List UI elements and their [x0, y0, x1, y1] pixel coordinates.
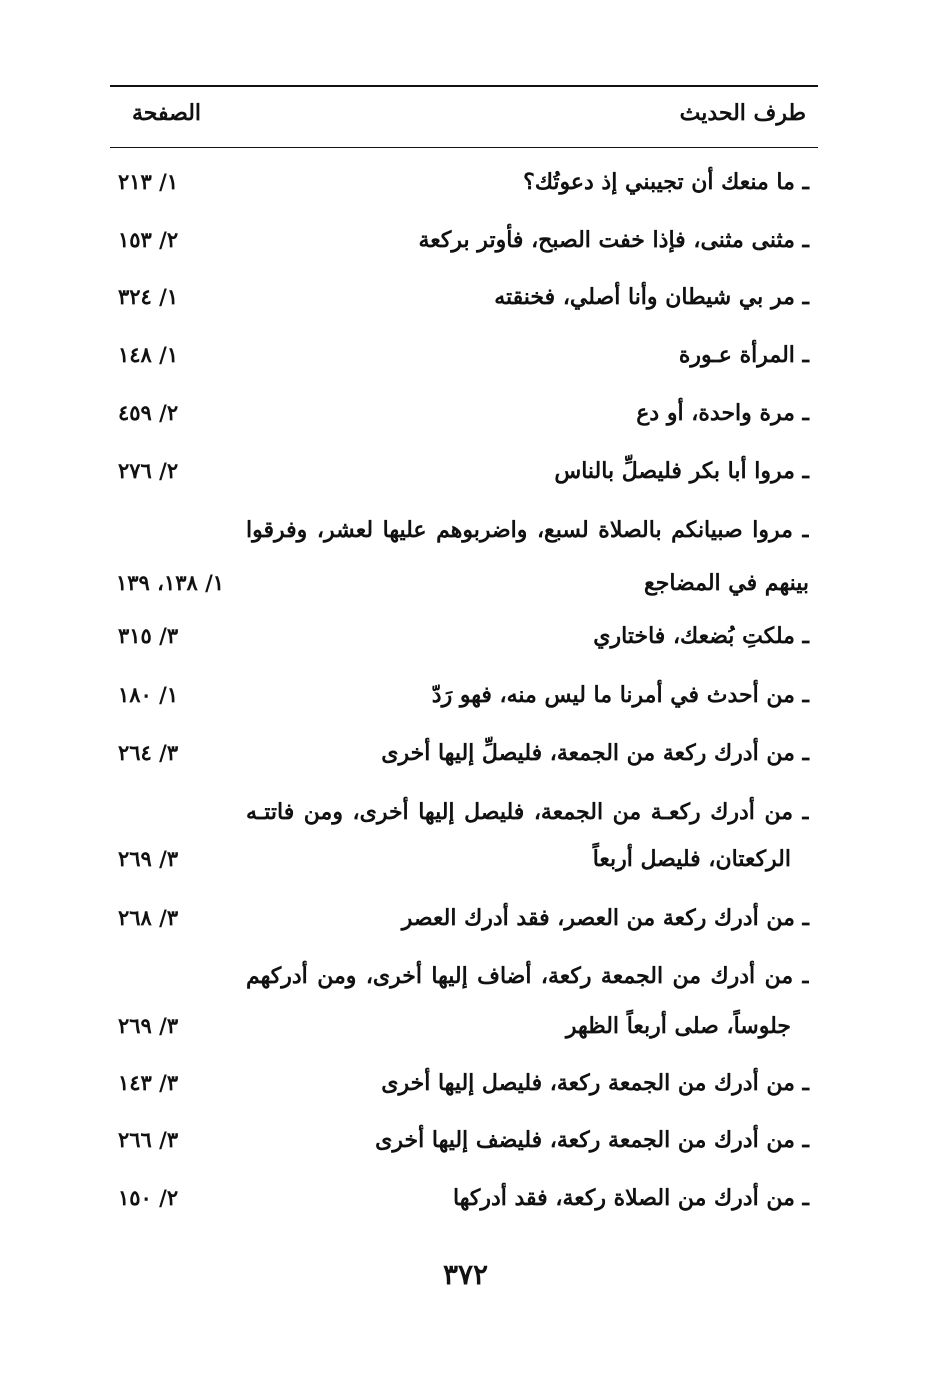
hadith-text: ـ من أحدث في أمرنا ما ليس منه، فهو رَدّ: [431, 682, 809, 708]
hadith-text: ـ مثنى مثنى، فإذا خفت الصبح، فأوتر بركعة: [418, 227, 809, 253]
column-header-page: الصفحة: [132, 100, 202, 126]
page-reference: ١/ ١٣٨، ١٣٩: [116, 570, 225, 595]
hadith-text: ـ مر بي شيطان وأنا أصلي، فخنقته: [494, 284, 809, 310]
page-reference: ٢/ ١٥٣: [118, 227, 179, 252]
page-reference: ١/ ١٤٨: [118, 342, 179, 367]
page-reference: ٣/ ٢٦٦: [118, 1127, 179, 1152]
hadith-text: ـ ما منعك أن تجيبني إذ دعوتُك؟: [523, 169, 809, 195]
page-reference: ١/ ١٨٠: [118, 682, 179, 707]
hadith-text: ـ مروا صبيانكم بالصلاة لسبع، واضربوهم عليها لعشر، وفرقوا: [246, 517, 809, 543]
hadith-text: ـ من أدرك من الجمعة ركعة، أضاف إليها أخرى، ومن أدركهم: [246, 963, 809, 989]
page-reference: ١/ ٣٢٤: [118, 284, 179, 309]
hadith-text: ـ من أدرك من الصلاة ركعة، فقد أدركها: [453, 1185, 809, 1211]
page-reference: ٣/ ٢٦٩: [118, 1013, 179, 1038]
hadith-text: ـ ملكتِ بُضعك، فاختاري: [593, 623, 809, 649]
hadith-text-continuation: بينهم في المضاجع: [644, 570, 809, 596]
hadith-text: ـ مرة واحدة، أو دع: [636, 400, 809, 426]
hadith-text: ـ من أدرك ركعة من العصر، فقد أدرك العصر: [401, 905, 809, 931]
hadith-text: ـ مروا أبا بكر فليصلِّ بالناس: [554, 458, 809, 484]
page-number: ٣٧٢: [442, 1258, 489, 1291]
header-rule: [110, 147, 818, 148]
hadith-text: ـ من أدرك من الجمعة ركعة، فليصل إليها أخرى: [381, 1070, 809, 1096]
page-reference: ٣/ ٢٦٤: [118, 740, 179, 765]
hadith-text-continuation: الركعتان، فليصل أربعاً: [592, 846, 791, 872]
hadith-text-continuation: جلوساً، صلى أربعاً الظهر: [565, 1013, 791, 1039]
hadith-text: ـ من أدرك من الجمعة ركعة، فليضف إليها أخرى: [375, 1127, 809, 1153]
page-reference: ٣/ ٢٦٨: [118, 905, 179, 930]
page-reference: ٣/ ١٤٣: [118, 1070, 179, 1095]
page-reference: ٢/ ٢٧٦: [118, 458, 179, 483]
page-reference: ١/ ٢١٣: [118, 169, 179, 194]
column-header-hadith: طرف الحديث: [679, 100, 806, 126]
page-reference: ٢/ ٤٥٩: [118, 400, 179, 425]
page-reference: ٣/ ٢٦٩: [118, 846, 179, 871]
hadith-text: ـ من أدرك ركعـة من الجمعة، فليصل إليها أخرى، ومن فاتتـه: [246, 799, 809, 825]
hadith-text: ـ المرأة عـورة: [678, 342, 809, 368]
page-reference: ٢/ ١٥٠: [118, 1185, 179, 1210]
hadith-text: ـ من أدرك ركعة من الجمعة، فليصلِّ إليها أخرى: [381, 740, 809, 766]
top-rule: [110, 85, 818, 87]
page-reference: ٣/ ٣١٥: [118, 623, 179, 648]
